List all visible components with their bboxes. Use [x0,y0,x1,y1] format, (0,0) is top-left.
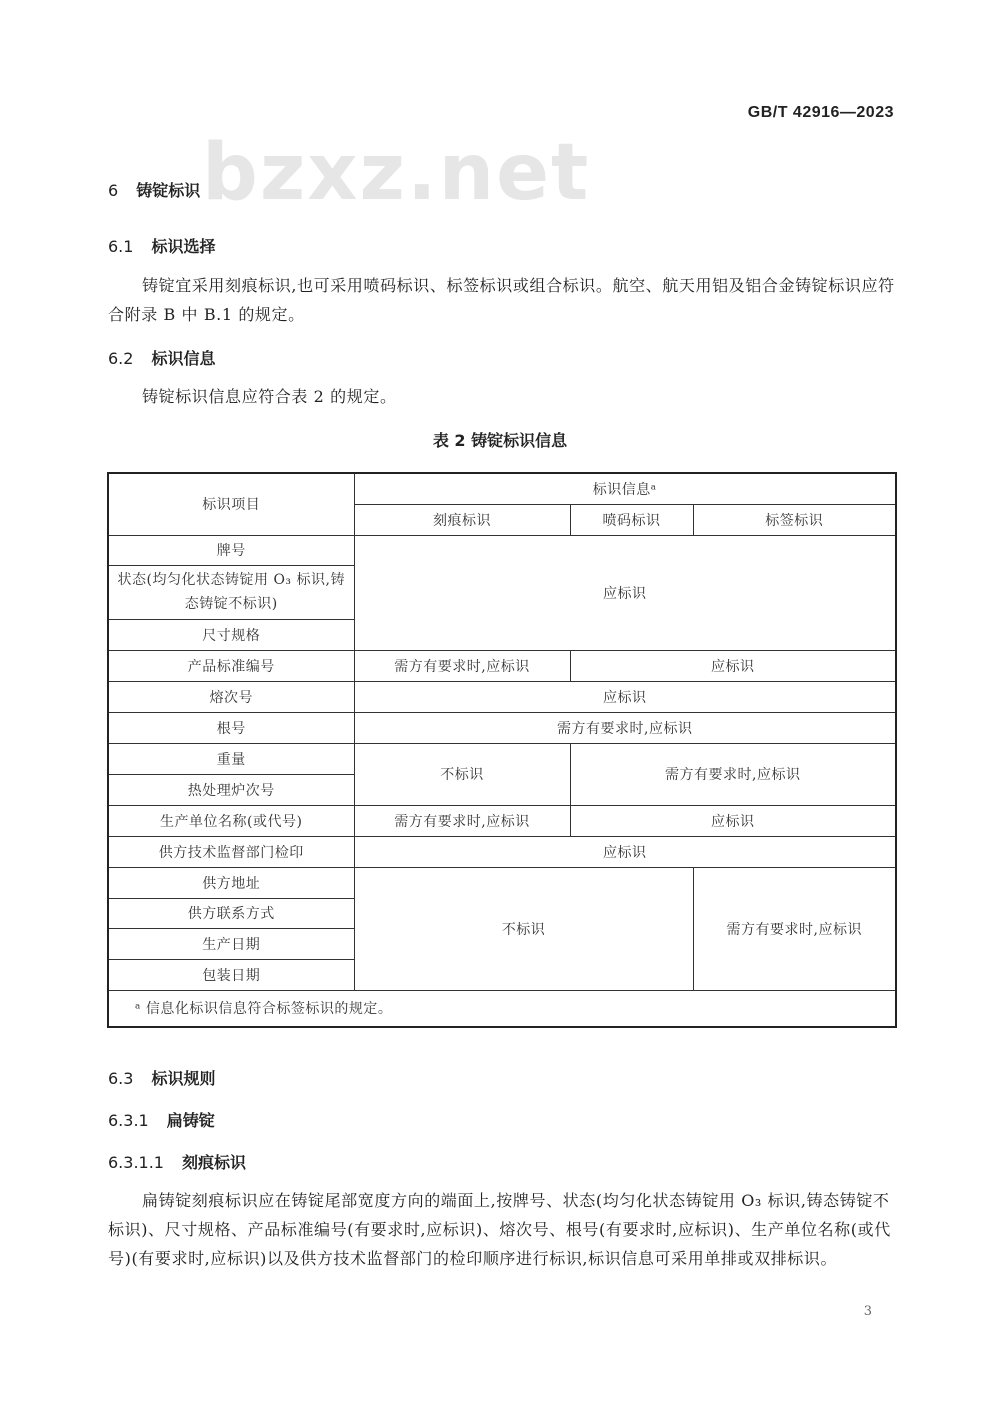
cell-value: 需方有要求时,应标识 [354,712,896,743]
paragraph-6-2: 铸锭标识信息应符合表 2 的规定。 [142,387,397,406]
cell-value: 需方有要求时,应标识 [570,743,896,805]
row-label: 熔次号 [108,681,354,712]
cell-value: 应标识 [354,836,896,867]
header-spray: 喷码标识 [570,504,693,535]
row-label: 供方技术监督部门检印 [108,836,354,867]
section-6-1-heading [108,234,215,257]
cell-value: 需方有要求时,应标识 [354,805,570,836]
cell-value: 应标识 [570,805,896,836]
section-title: 扁铸锭 [166,1111,215,1130]
section-number: 6.3 [108,1069,134,1088]
row-label: 热处理炉次号 [108,774,354,805]
header-engraving: 刻痕标识 [354,504,570,535]
table-footnote: ᵃ 信息化标识信息符合标签标识的规定。 [108,990,896,1027]
watermark: bzxz.net [202,128,591,218]
page-number: 3 [863,1304,872,1319]
section-title: 标识规则 [151,1069,216,1088]
section-title: 标识选择 [151,237,216,256]
cell-value: 应标识 [570,650,896,681]
section-number: 6 [108,181,119,200]
row-label: 生产日期 [108,928,354,959]
row-label: 生产单位名称(或代号) [108,805,354,836]
cell-value: 不标识 [354,743,570,805]
section-6-3-1-1-heading [108,1150,246,1173]
row-label: 包装日期 [108,959,354,990]
section-number: 6.3.1.1 [108,1153,164,1172]
cell-value: 需方有要求时,应标识 [693,867,896,990]
section-title: 标识信息 [151,349,216,368]
section-title: 铸锭标识 [136,181,201,200]
standard-number: GB/T 42916—2023 [747,104,894,121]
section-number: 6.1 [108,237,134,256]
paragraph-6-1: 铸锭宜采用刻痕标识,也可采用喷码标识、标签标识或组合标识。航空、航天用铝及铝合金铸锭标识应符合附录 B 中 B.1 的规定。 [108,276,895,324]
section-6-heading [108,178,200,201]
section-title: 刻痕标识 [181,1153,246,1172]
header-label: 标签标识 [693,504,896,535]
header-info: 标识信息ᵃ [354,473,896,504]
marking-info-table [107,472,897,1028]
section-6-3-heading [108,1066,215,1089]
row-label: 供方地址 [108,867,354,898]
row-label: 状态(均匀化状态铸锭用 O₃ 标识,铸态铸锭不标识) [108,565,354,619]
row-label: 供方联系方式 [108,898,354,928]
row-label: 牌号 [108,535,354,565]
cell-value: 不标识 [354,867,693,990]
table-caption: 表 2 铸锭标识信息 [432,431,568,450]
row-label: 尺寸规格 [108,619,354,650]
cell-value: 需方有要求时,应标识 [354,650,570,681]
row-label: 产品标准编号 [108,650,354,681]
cell-value: 应标识 [354,535,896,650]
section-6-3-1-heading [108,1108,215,1131]
row-label: 根号 [108,712,354,743]
paragraph-6-3-1-1: 扁铸锭刻痕标识应在铸锭尾部宽度方向的端面上,按牌号、状态(均匀化状态铸锭用 O₃ 标识,铸态铸锭不标识)、尺寸规格、产品标准编号(有要求时,应标识)、熔次号、根号(有要求时,应标识)、生产单位名称(或代号)(有要求时,应标识)以及供方技术监督部门的检印顺序进行标识,标识信息可采用单排或双排标识。 [108,1191,891,1268]
header-item: 标识项目 [108,473,354,535]
section-number: 6.3.1 [108,1111,149,1130]
cell-value: 应标识 [354,681,896,712]
section-number: 6.2 [108,349,134,368]
section-6-2-heading [108,346,215,369]
row-label: 重量 [108,743,354,774]
